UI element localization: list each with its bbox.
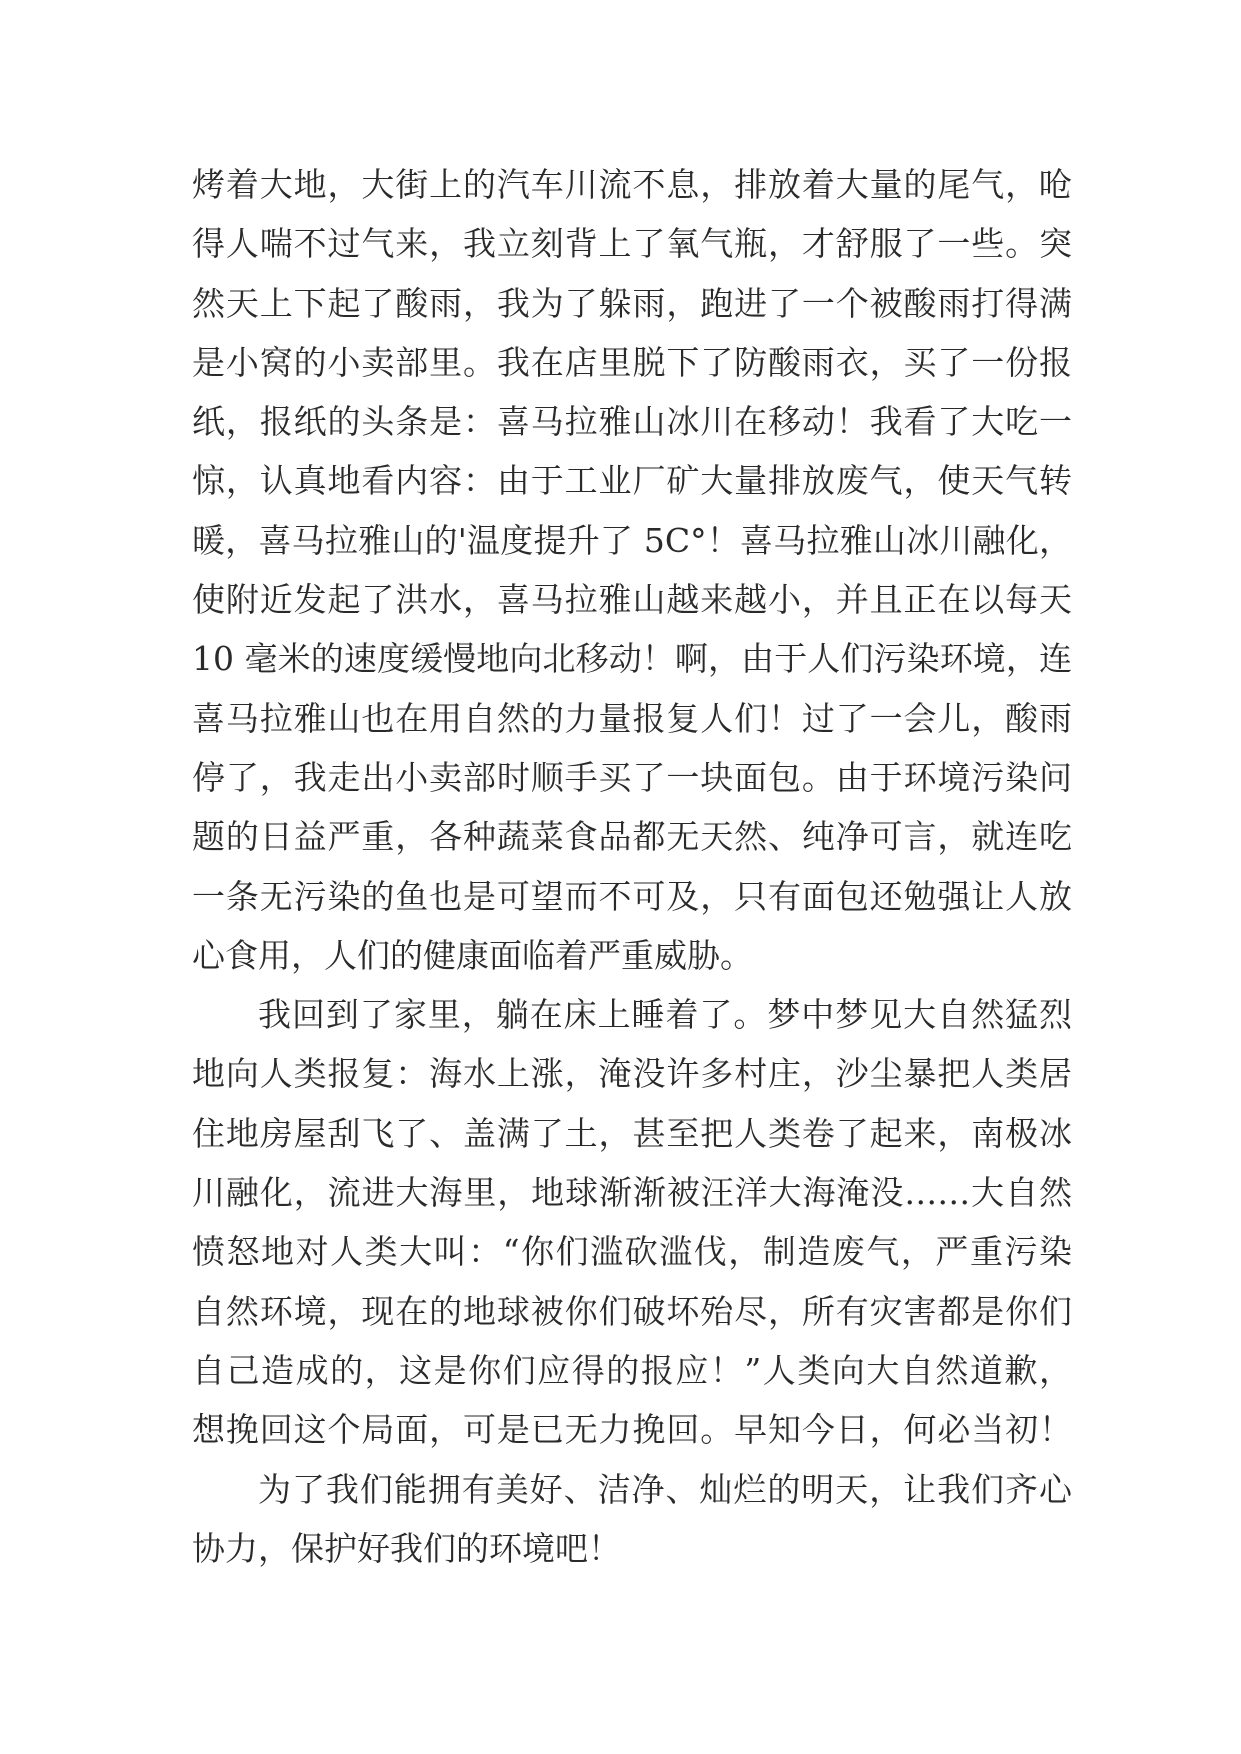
text-line: 10 毫米的速度缓慢地向北移动！啊，由于人们污染环境，连 xyxy=(192,639,1072,679)
text-line: 喜马拉雅山也在用自然的力量报复人们！过了一会儿，酸雨 xyxy=(192,698,1072,738)
text-line: 是小窝的小卖部里。我在店里脱下了防酸雨衣，买了一份报 xyxy=(192,342,1072,382)
text-line: 使附近发起了洪水，喜马拉雅山越来越小，并且正在以每天 xyxy=(192,580,1072,620)
text-line: 惊，认真地看内容：由于工业厂矿大量排放废气，使天气转 xyxy=(192,461,1072,501)
text-line: 协力，保护好我们的环境吧！ xyxy=(192,1528,621,1568)
paragraph-first-line: 我回到了家里，躺在床上睡着了。梦中梦见大自然猛烈 xyxy=(258,995,1072,1035)
text-line: 自然环境，现在的地球被你们破坏殆尽，所有灾害都是你们 xyxy=(192,1291,1072,1331)
text-line: 烤着大地，大街上的汽车川流不息，排放着大量的尾气，呛 xyxy=(192,165,1072,204)
text-line: 想挽回这个局面，可是已无力挽回。早知今日，何必当初！ xyxy=(192,1410,1072,1450)
text-line: 自己造成的，这是你们应得的报应！”人类向大自然道歉， xyxy=(192,1350,1072,1390)
text-line: 住地房屋刮飞了、盖满了土，甚至把人类卷了起来，南极冰 xyxy=(192,1113,1072,1153)
text-line: 愤怒地对人类大叫：“你们滥砍滥伐，制造废气，严重污染 xyxy=(192,1232,1072,1272)
text-line: 得人喘不过气来，我立刻背上了氧气瓶，才舒服了一些。突 xyxy=(192,224,1072,264)
text-line: 心食用，人们的健康面临着严重威胁。 xyxy=(192,935,753,975)
body-text xyxy=(192,162,1072,1585)
text-line: 地向人类报复：海水上涨，淹没许多村庄，沙尘暴把人类居 xyxy=(192,1054,1072,1094)
text-line: 川融化，流进大海里，地球渐渐被汪洋大海淹没……大自然 xyxy=(192,1173,1072,1213)
text-line: 题的日益严重，各种蔬菜食品都无天然、纯净可言，就连吃 xyxy=(192,817,1072,857)
text-line: 暖，喜马拉雅山的'温度提升了 5C°！喜马拉雅山冰川融化， xyxy=(192,520,1072,560)
text-line: 一条无污染的鱼也是可望而不可及，只有面包还勉强让人放 xyxy=(192,876,1072,916)
paragraph-first-line: 为了我们能拥有美好、洁净、灿烂的明天，让我们齐心 xyxy=(258,1469,1072,1509)
text-line: 纸，报纸的头条是：喜马拉雅山冰川在移动！我看了大吃一 xyxy=(192,402,1072,442)
text-line: 然天上下起了酸雨，我为了躲雨，跑进了一个被酸雨打得满 xyxy=(192,283,1072,323)
text-line: 停了，我走出小卖部时顺手买了一块面包。由于环境污染问 xyxy=(192,757,1072,797)
